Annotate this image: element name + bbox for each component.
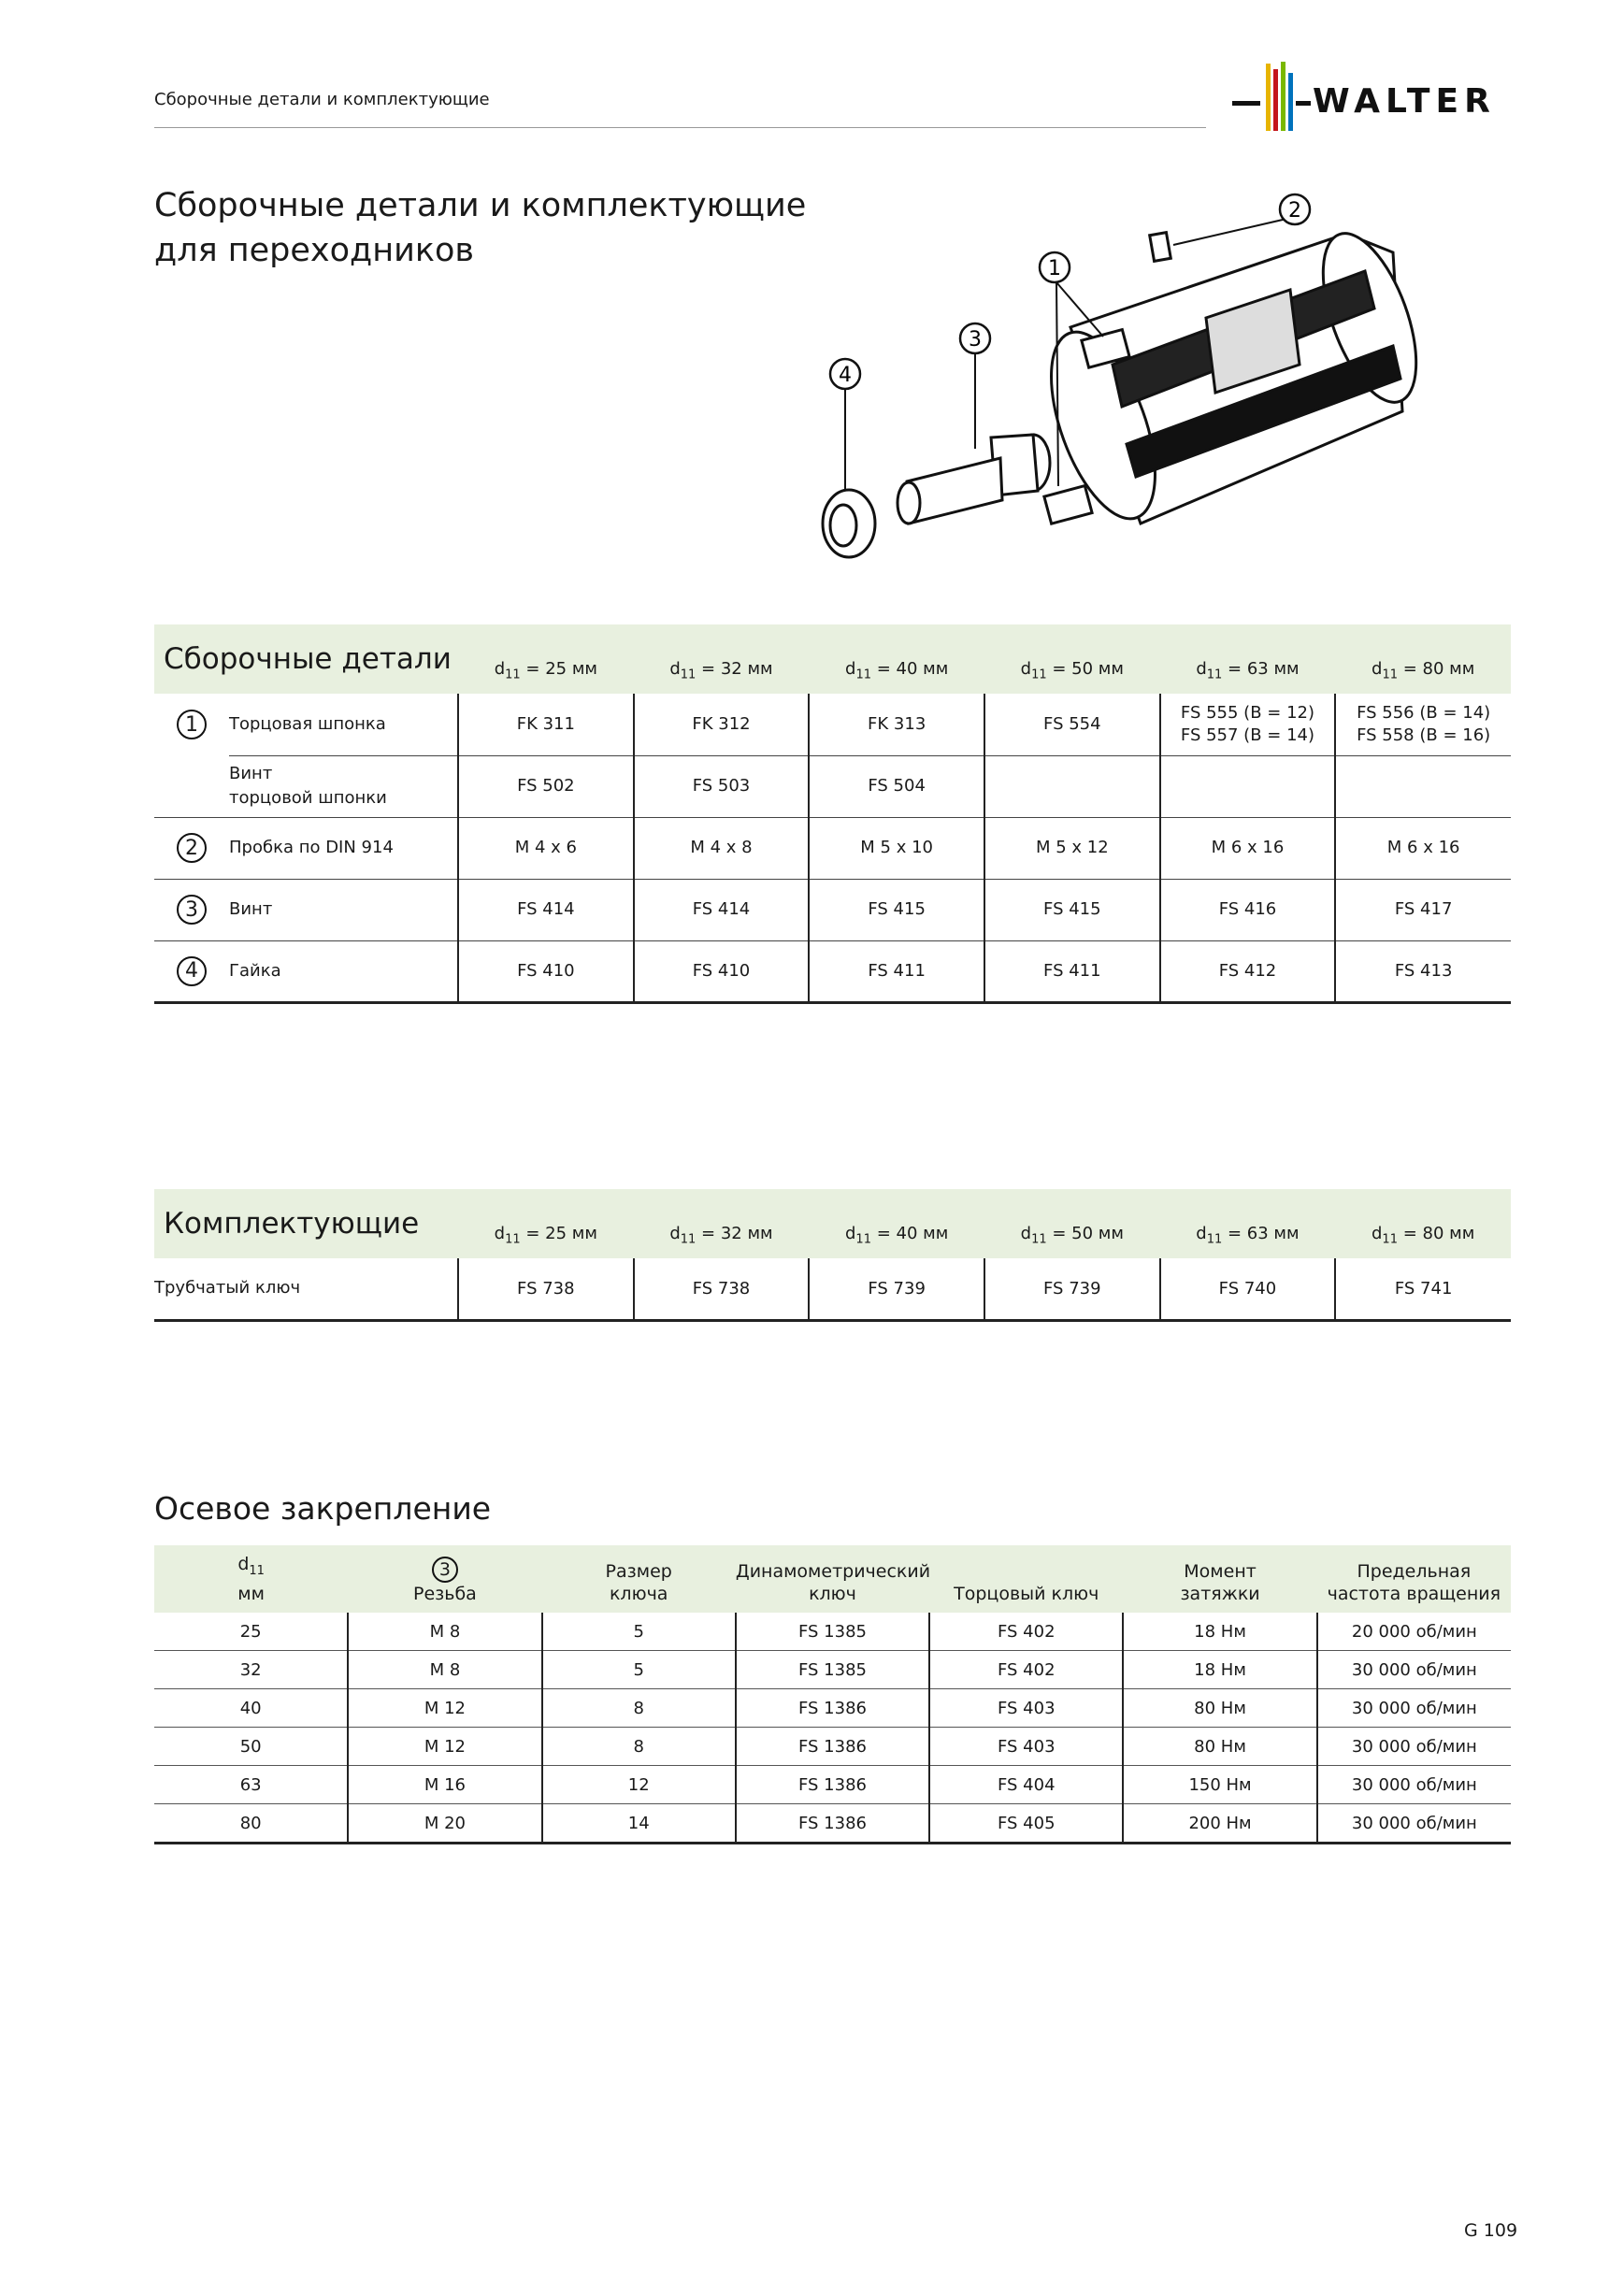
table-cell: 12 <box>542 1766 736 1804</box>
row-label: Винт <box>229 879 458 940</box>
table-cell: FS 415 <box>984 879 1160 940</box>
table-cell: 30 000 об/мин <box>1317 1689 1511 1728</box>
walter-logo <box>1232 60 1515 135</box>
table-cell: FS 414 <box>458 879 634 940</box>
table-row <box>154 694 1511 755</box>
circle-number-icon: 4 <box>177 956 207 986</box>
row-label: Пробка по DIN 914 <box>229 817 458 879</box>
table-cell: 8 <box>542 1689 736 1728</box>
table-cell: FS 738 <box>458 1258 634 1320</box>
table-cell: 63 <box>154 1766 348 1804</box>
table-cell: 14 <box>542 1804 736 1844</box>
table-cell: 25 <box>154 1613 348 1651</box>
table-cell: 80 Нм <box>1123 1728 1316 1766</box>
table-cell: FS 403 <box>929 1728 1123 1766</box>
axial-col-max-speed: Предельная частота вращения <box>1327 1561 1501 1604</box>
circle-number-icon: 3 <box>177 895 207 925</box>
title-line-2: для переходников <box>154 232 475 269</box>
table-cell: M 8 <box>348 1613 541 1651</box>
table-cell: M 6 x 16 <box>1335 817 1511 879</box>
table-cell: M 8 <box>348 1651 541 1689</box>
title-line-1: Сборочные детали и комплектующие <box>154 187 807 224</box>
axial-title: Осевое закрепление <box>154 1490 492 1527</box>
table-cell: FS 415 <box>809 879 984 940</box>
table-cell: 30 000 об/мин <box>1317 1651 1511 1689</box>
acc-col-d25: $d_{11} = 25$ мм <box>494 1224 597 1247</box>
table-row <box>154 1689 1511 1728</box>
row-number <box>154 755 229 817</box>
table-cell <box>984 755 1160 817</box>
table-cell: FS 417 <box>1335 879 1511 940</box>
col-d32: $d_{11} = 32$ мм <box>669 659 773 682</box>
table-cell: 150 Нм <box>1123 1766 1316 1804</box>
circle-number-icon: 2 <box>177 833 207 863</box>
row-label: Трубчатый ключ <box>154 1278 301 1299</box>
col-d40: $d_{11} = 40$ мм <box>845 659 949 682</box>
table-cell <box>1160 755 1336 817</box>
running-header: Сборочные детали и комплектующие <box>154 90 490 109</box>
table-cell: M 5 x 12 <box>984 817 1160 879</box>
table-cell: 8 <box>542 1728 736 1766</box>
table-cell: 5 <box>542 1651 736 1689</box>
table-cell: FS 402 <box>929 1651 1123 1689</box>
col-d25: $d_{11} = 25$ мм <box>494 659 597 682</box>
table-cell: 80 Нм <box>1123 1689 1316 1728</box>
table-cell: FS 411 <box>809 940 984 1002</box>
table-cell: FS 739 <box>984 1258 1160 1320</box>
row-number <box>154 940 229 1002</box>
table-cell: FS 556 (B = 14) FS 558 (B = 16) <box>1335 694 1511 755</box>
table-cell: FS 416 <box>1160 879 1336 940</box>
table-cell: FK 312 <box>634 694 810 755</box>
table-cell: 200 Нм <box>1123 1804 1316 1844</box>
table-cell: FK 311 <box>458 694 634 755</box>
table-cell <box>1335 755 1511 817</box>
table-cell: FS 738 <box>634 1258 810 1320</box>
table-cell: FS 554 <box>984 694 1160 755</box>
table-cell: M 12 <box>348 1728 541 1766</box>
table-cell: 50 <box>154 1728 348 1766</box>
axial-section <box>154 1490 1511 1844</box>
table-cell: FS 1385 <box>736 1651 929 1689</box>
table-cell: FS 410 <box>634 940 810 1002</box>
table-cell: FS 405 <box>929 1804 1123 1844</box>
logo-text: WALTER <box>1313 82 1496 121</box>
table-cell: FS 503 <box>634 755 810 817</box>
row-number <box>154 879 229 940</box>
table-cell: FS 555 (B = 12) FS 557 (B = 14) <box>1160 694 1336 755</box>
accessories-table <box>154 1189 1511 1322</box>
page-title <box>154 183 806 273</box>
table-cell: FS 739 <box>809 1258 984 1320</box>
accessories-table-title: Комплектующие <box>164 1207 420 1241</box>
svg-text:4: 4 <box>839 364 852 387</box>
table-cell: FS 414 <box>634 879 810 940</box>
acc-col-d32: $d_{11} = 32$ мм <box>669 1224 773 1247</box>
table-row <box>154 940 1511 1002</box>
col-d80: $d_{11} = 80$ мм <box>1372 659 1475 682</box>
table-cell: 32 <box>154 1651 348 1689</box>
table-cell: 5 <box>542 1613 736 1651</box>
acc-col-d63: $d_{11} = 63$ мм <box>1196 1224 1300 1247</box>
callout-3 <box>960 323 990 353</box>
callout-1 <box>1040 252 1070 282</box>
row-label: Торцовая шпонка <box>229 694 458 755</box>
exploded-assembly-drawing <box>804 178 1515 589</box>
table-cell: FS 402 <box>929 1613 1123 1651</box>
parts-table-section <box>154 624 1511 1004</box>
table-row <box>154 1804 1511 1844</box>
parts-table <box>154 624 1511 1004</box>
axial-col-torque: Момент затяжки <box>1180 1561 1260 1604</box>
table-cell: 30 000 об/мин <box>1317 1728 1511 1766</box>
axial-col-thread: 3 Резьба <box>348 1545 541 1613</box>
table-row <box>154 1651 1511 1689</box>
axial-table <box>154 1545 1511 1844</box>
row-number <box>154 694 229 755</box>
table-row <box>154 1766 1511 1804</box>
table-cell: FS 502 <box>458 755 634 817</box>
col-d63: $d_{11} = 63$ мм <box>1196 659 1300 682</box>
table-cell: FS 741 <box>1335 1258 1511 1320</box>
svg-text:1: 1 <box>1048 257 1061 280</box>
table-cell: FS 1386 <box>736 1689 929 1728</box>
table-cell: 18 Нм <box>1123 1613 1316 1651</box>
table-cell: M 4 x 8 <box>634 817 810 879</box>
table-cell: FS 740 <box>1160 1258 1336 1320</box>
table-row <box>154 1258 1511 1320</box>
table-cell: 40 <box>154 1689 348 1728</box>
table-cell: 18 Нм <box>1123 1651 1316 1689</box>
axial-col-key-size: Размер ключа <box>605 1561 672 1604</box>
table-cell: FS 1386 <box>736 1804 929 1844</box>
svg-text:2: 2 <box>1288 199 1301 222</box>
axial-col-torque-key: Динамометрический ключ <box>735 1561 931 1604</box>
acc-col-d80: $d_{11} = 80$ мм <box>1371 1224 1475 1247</box>
table-cell: 20 000 об/мин <box>1317 1613 1511 1651</box>
table-cell: FS 412 <box>1160 940 1336 1002</box>
circle-3-icon: 3 <box>432 1557 458 1583</box>
table-cell: FS 403 <box>929 1689 1123 1728</box>
table-cell: FK 313 <box>809 694 984 755</box>
callout-2 <box>1280 194 1310 224</box>
parts-table-title: Сборочные детали <box>164 642 452 676</box>
acc-col-d50: $d_{11} = 50$ мм <box>1020 1224 1124 1247</box>
table-cell: M 16 <box>348 1766 541 1804</box>
table-cell: M 4 x 6 <box>458 817 634 879</box>
table-cell: FS 1386 <box>736 1766 929 1804</box>
table-row <box>154 1613 1511 1651</box>
acc-col-d40: $d_{11} = 40$ мм <box>844 1224 949 1247</box>
axial-col-d: $d_{11}$ мм <box>237 1554 265 1604</box>
table-cell: FS 410 <box>458 940 634 1002</box>
table-row <box>154 1728 1511 1766</box>
table-cell: 30 000 об/мин <box>1317 1804 1511 1844</box>
table-cell: M 6 x 16 <box>1160 817 1336 879</box>
table-cell: 30 000 об/мин <box>1317 1766 1511 1804</box>
axial-col-face-key: Торцовый ключ <box>954 1584 1099 1604</box>
table-cell: FS 413 <box>1335 940 1511 1002</box>
row-label: Винт торцовой шпонки <box>229 755 458 817</box>
table-cell: M 5 x 10 <box>809 817 984 879</box>
table-cell: FS 1386 <box>736 1728 929 1766</box>
svg-text:3: 3 <box>969 328 982 352</box>
header-rule <box>154 127 1206 128</box>
table-cell: FS 504 <box>809 755 984 817</box>
table-cell: M 12 <box>348 1689 541 1728</box>
table-cell: 80 <box>154 1804 348 1844</box>
table-row <box>154 817 1511 879</box>
table-cell: FS 411 <box>984 940 1160 1002</box>
table-cell: FS 1385 <box>736 1613 929 1651</box>
page-number: G 109 <box>1464 2220 1518 2241</box>
circle-number-icon: 1 <box>177 710 207 739</box>
callout-4 <box>830 359 860 389</box>
table-cell: M 20 <box>348 1804 541 1844</box>
table-row <box>154 879 1511 940</box>
row-number <box>154 817 229 879</box>
table-row <box>154 755 1511 817</box>
row-label: Гайка <box>229 960 281 981</box>
col-d50: $d_{11} = 50$ мм <box>1020 659 1124 682</box>
accessories-table-section <box>154 1189 1511 1322</box>
table-cell: FS 404 <box>929 1766 1123 1804</box>
